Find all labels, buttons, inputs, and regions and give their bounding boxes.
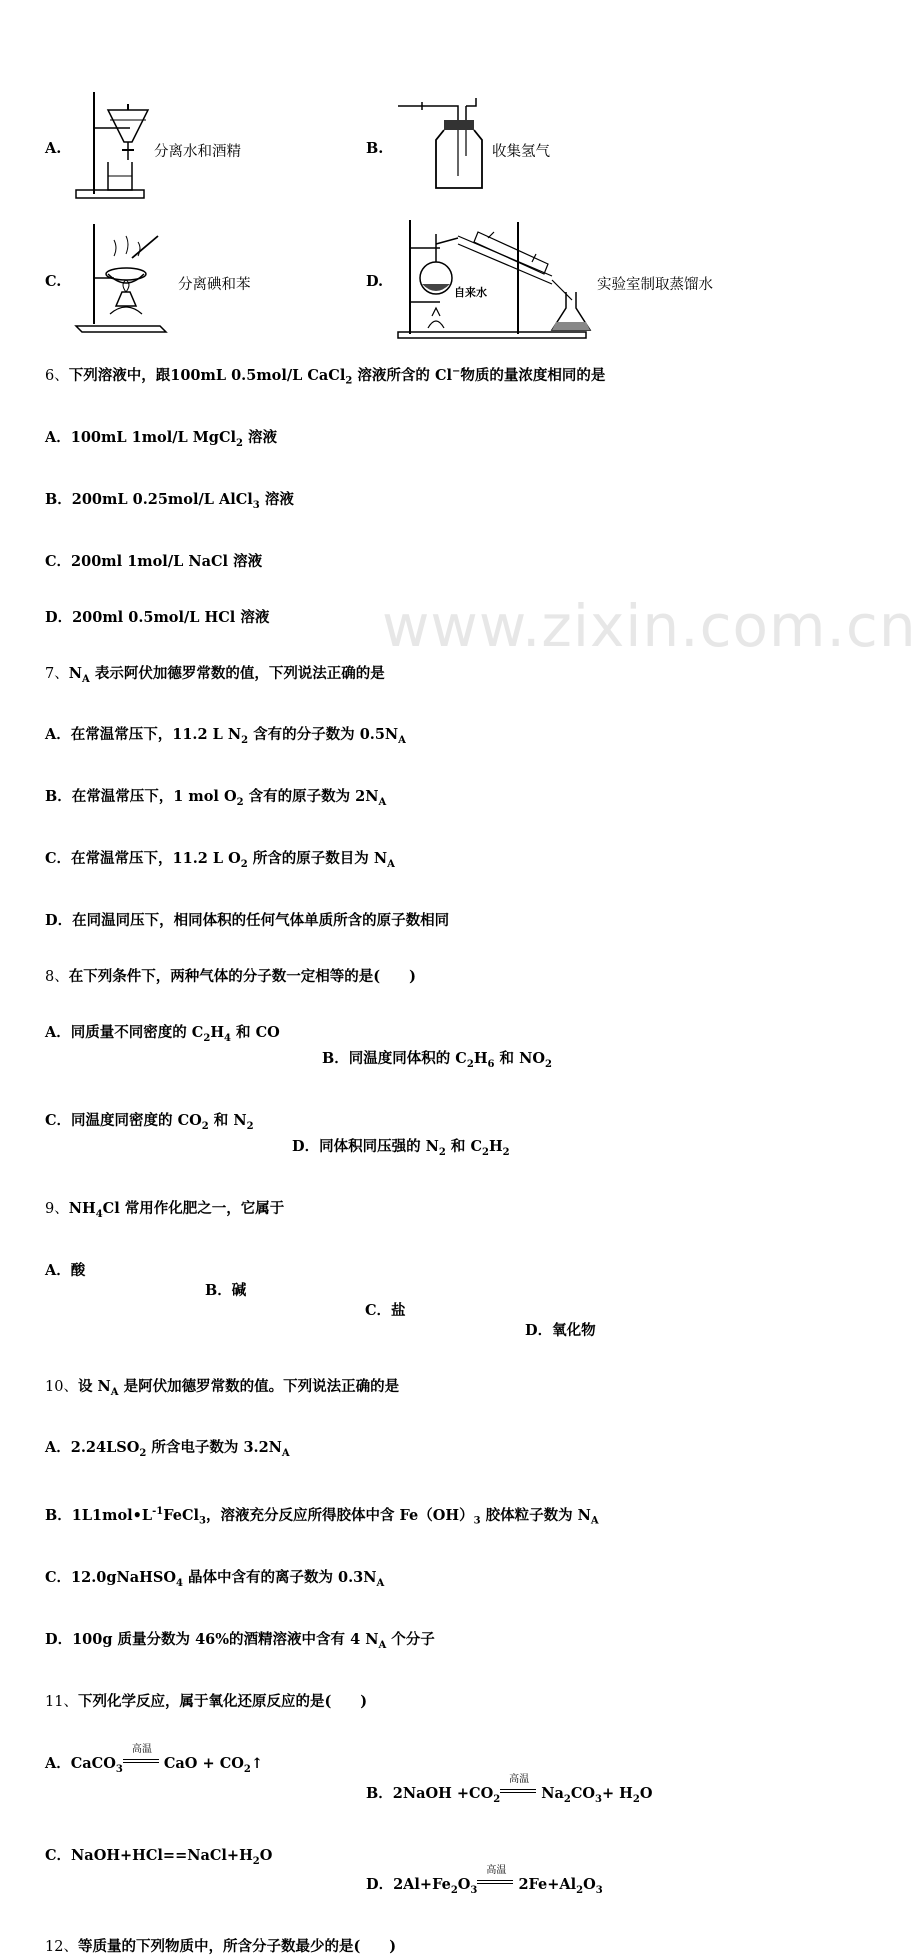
question-10-option-b: B．$1L1mol•L^{-1}FeCl_3$，溶液充分反应所得胶体中含 $Fe(OH)_3$ 胶体粒子数为 $N_A$ (45, 1506, 599, 1528)
separatory-funnel-figure (74, 90, 150, 202)
question-7-stem: 7、$N_A$ 表示阿伏加德罗常数的值，下列说法正确的是 (45, 664, 385, 685)
option-d-caption: 实验室制取蒸馏水 (597, 277, 713, 293)
option-a-label: A. (45, 140, 62, 157)
tap-water-label: 自来水 (454, 286, 487, 299)
question-9-stem: 9、$NH_4Cl$ 常用作化肥之一，它属于 (45, 1199, 285, 1220)
question-6-option-d: D．200ml 0.5mol/L HCl 溶液 (45, 608, 270, 626)
question-9-option-d: D．氧化物 (525, 1321, 596, 1339)
option-b-label: B. (366, 140, 384, 157)
question-7-option-b: B．在常温常压下，1 mol $O_2$ 含有的原子数为 $2N_A$ (45, 788, 387, 809)
question-10-stem: 10、设 $N_A$ 是阿伏加德罗常数的值。下列说法正确的是 (45, 1377, 400, 1398)
condition-mark: 高温 (123, 1750, 159, 1770)
question-7-option-d: D．在同温同压下，相同体积的任何气体单质所含的原子数相同 (45, 912, 450, 930)
question-11-option-b: B．2NaOH $+CO_2$ 高温 $Na_2CO_3+ H_2O$ (366, 1773, 653, 1805)
option-b-caption: 收集氢气 (492, 144, 550, 160)
question-8-option-c: C．同温度同密度的 $CO_2$ 和 $N_2$ (45, 1111, 254, 1132)
evaporation-figure (74, 222, 168, 334)
option-a-caption: 分离水和酒精 (154, 144, 241, 160)
question-6-option-c: C．200ml 1mol/L NaCl 溶液 (45, 552, 263, 570)
gas-bottle-figure (396, 96, 488, 194)
question-9-option-a: A．酸 (45, 1261, 86, 1279)
option-c-label: C. (45, 273, 62, 290)
question-11-option-a: A．CaCO$_3$ 高温 CaO + $CO_2↑$ (45, 1743, 263, 1775)
condition-mark: 高温 (500, 1780, 536, 1800)
question-6-option-a: A．100mL 1mol/L MgCl$_2$ 溶液 (45, 428, 278, 449)
question-7-option-a: A．在常温常压下，11.2 L $N_2$ 含有的分子数为 $0.5N_A$ (45, 726, 406, 747)
option-d-label: D. (366, 273, 384, 290)
question-6-option-b: B．200mL 0.25mol/L AlCl$_3$ 溶液 (45, 490, 294, 511)
question-9-option-b: B．碱 (205, 1281, 247, 1299)
question-8-option-d: D．同体积同压强的 $N_2$ 和 $C_2H_2$ (292, 1137, 510, 1158)
distillation-figure (396, 218, 592, 342)
question-11-option-d: D．$2Al+Fe_2O_3$ 高温 $2Fe+Al_2O_3$ (366, 1865, 603, 1897)
condition-mark: 高温 (477, 1871, 513, 1891)
option-c-caption: 分离碘和苯 (178, 277, 251, 293)
question-8-stem: 8、在下列条件下，两种气体的分子数一定相等的是( ) (45, 968, 416, 986)
question-11-option-c: C．$NaOH+HCl==NaCl+H_2O$ (45, 1846, 273, 1867)
question-10-option-c: C．12.0gNaHSO$_4$ 晶体中含有的离子数为 $0.3N_A$ (45, 1569, 385, 1589)
question-7-option-c: C．在常温常压下，11.2 L $O_2$ 所含的原子数目为 $N_A$ (45, 850, 395, 871)
watermark: www.zixin.com.cn (382, 592, 917, 660)
question-9-option-c: C．盐 (365, 1301, 406, 1319)
question-10-option-a: A．$2.24LSO_2$ 所含电子数为 $3.2N_A$ (45, 1439, 290, 1460)
question-6-stem: 6、下列溶液中，跟100mL 0.5mol/L CaCl$_2$ 溶液所含的 Cl−物质的量浓度相同的是 (45, 366, 606, 387)
question-10-option-d: D．100g 质量分数为 46%的酒精溶液中含有 4 $N_A$ 个分子 (45, 1630, 435, 1651)
question-11-stem: 11、下列化学反应，属于氧化还原反应的是( ) (45, 1692, 368, 1710)
question-8-option-a: A．同质量不同密度的 $C_2H_4$ 和 CO (45, 1024, 280, 1044)
question-8-option-b: B．同温度同体积的 $C_2H_6$ 和 $NO_2$ (322, 1049, 552, 1070)
question-12-stem: 12、等质量的下列物质中，所含分子数最少的是( ) (45, 1938, 397, 1956)
